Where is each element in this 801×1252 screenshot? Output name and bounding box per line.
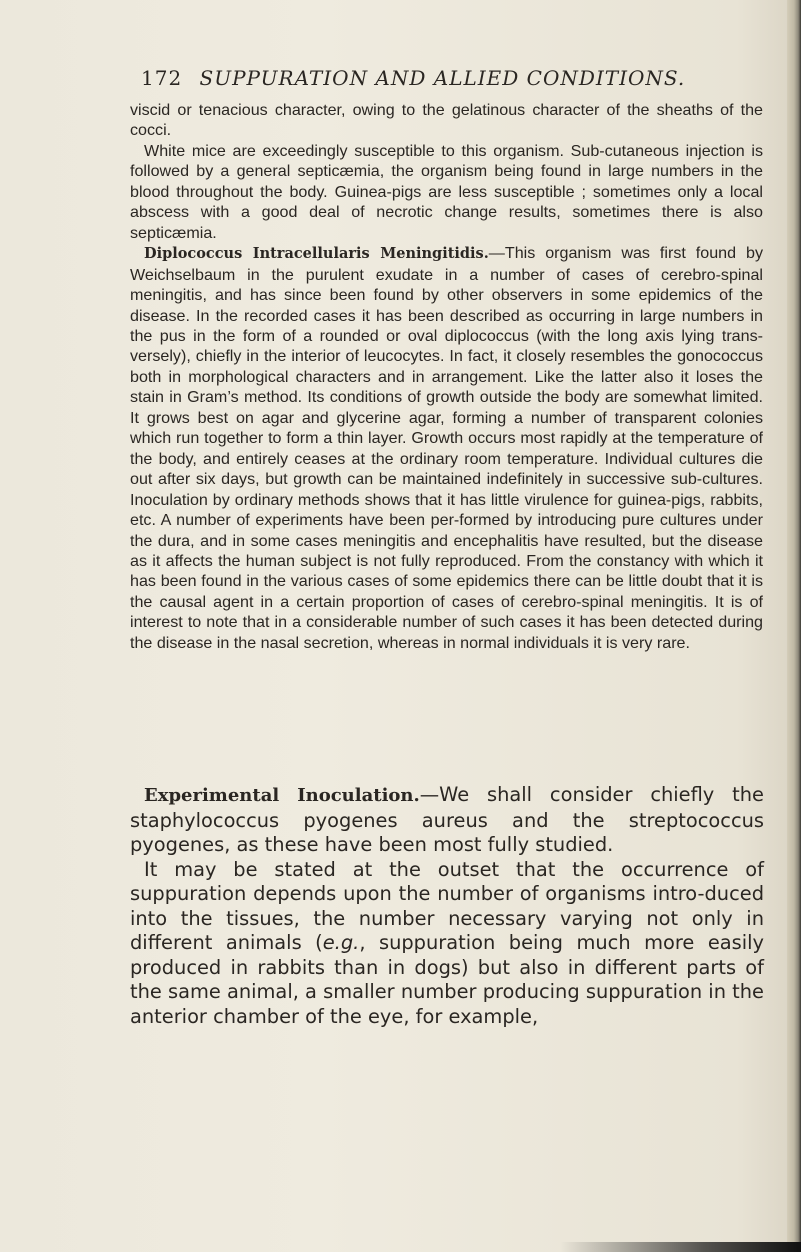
paragraph-experimental	[130, 783, 764, 858]
body-text-large	[130, 783, 764, 1029]
paragraph-experimental-body: —We shall consider chiefly the staphylococcus pyogenes aureus and the streptococcus pyogenes, as these have been most fully studied.	[130, 783, 764, 856]
section-heading-diplococcus: Diplococcus Intracellularis Meningitidis.	[144, 245, 489, 263]
paragraph-suppuration-part1: It may be stated at the outset that the occurrence of suppuration depends upon the number of organisms intro-duced into the tissues, the number necessary varying not only in different animals (	[130, 857, 764, 954]
paragraph-continuation: viscid or tenacious character, owing to the gelatinous character of the sheaths of the cocci.	[130, 101, 763, 140]
page-edge-shadow	[787, 0, 801, 1252]
page-number: 172	[141, 66, 183, 90]
running-head	[141, 66, 741, 90]
paragraph-white-mice: White mice are exceedingly susceptible to this organism. Sub-cutaneous injection is followed by a general septicæmia, the organism being found in large numbers in the blood throughout the body. Guinea-pigs are less susceptible ; sometimes only a local abscess with a good deal of necrotic change results, sometimes there is also septicæmia.	[130, 141, 763, 242]
paragraph-suppuration	[130, 858, 764, 1030]
body-text-small	[130, 100, 763, 653]
paragraph-diplococcus-body: —This organism was first found by Weichselbaum in the purulent exudate in a number of cases of cerebro-spinal meningitis, and has since been found by other observers in some epidemics of the disease. In the recorded cases it has been described as occurring in large numbers in the pus in the form of a rounded or oval diplococcus (with the long axis lying trans-versely), chiefly in the interior of leucocytes. In fact, it closely resembles the gonococcus both in morphological characters and in arrangement. Like the latter also it loses the stain in Gram’s method. Its conditions of growth outside the body are somewhat limited. It grows best on agar and glycerine agar, forming a number of transparent colonies which run together to form a thin layer. Growth occurs most rapidly at the temperature of the body, and entirely ceases at the ordinary room temperature. Individual cultures die out after six days, but growth can be maintained indefinitely in successive sub-cultures. Inoculation by ordinary methods shows that it has little virulence for guinea-pigs, rabbits, etc. A number of experiments have been per-formed by introducing pure cultures under the dura, and in some cases meningitis and encephalitis have resulted, but the disease as it affects the human subject is not fully reproduced. From the constancy with which it has been found in the various cases of some epidemics there can be little doubt that it is the causal agent in a certain proportion of cases of cerebro-spinal meningitis. It is of interest to note that in a considerable number of such cases it has been detected during the disease in the nasal secretion, whereas in normal individuals it is very rare.	[130, 244, 763, 652]
section-heading-experimental: Experimental Inoculation.	[144, 785, 420, 806]
chapter-title: SUPPURATION AND ALLIED CONDITIONS.	[199, 66, 686, 90]
abbreviation-eg: e.g.	[322, 931, 360, 954]
bottom-edge-shadow	[560, 1242, 801, 1252]
paragraph-diplococcus	[130, 243, 763, 653]
paragraph-suppuration-part2: , suppuration being much more easily produced in rabbits than in dogs) but also in different parts of the same animal, a smaller number producing suppuration in the anterior chamber of the eye, for example,	[130, 931, 764, 1028]
